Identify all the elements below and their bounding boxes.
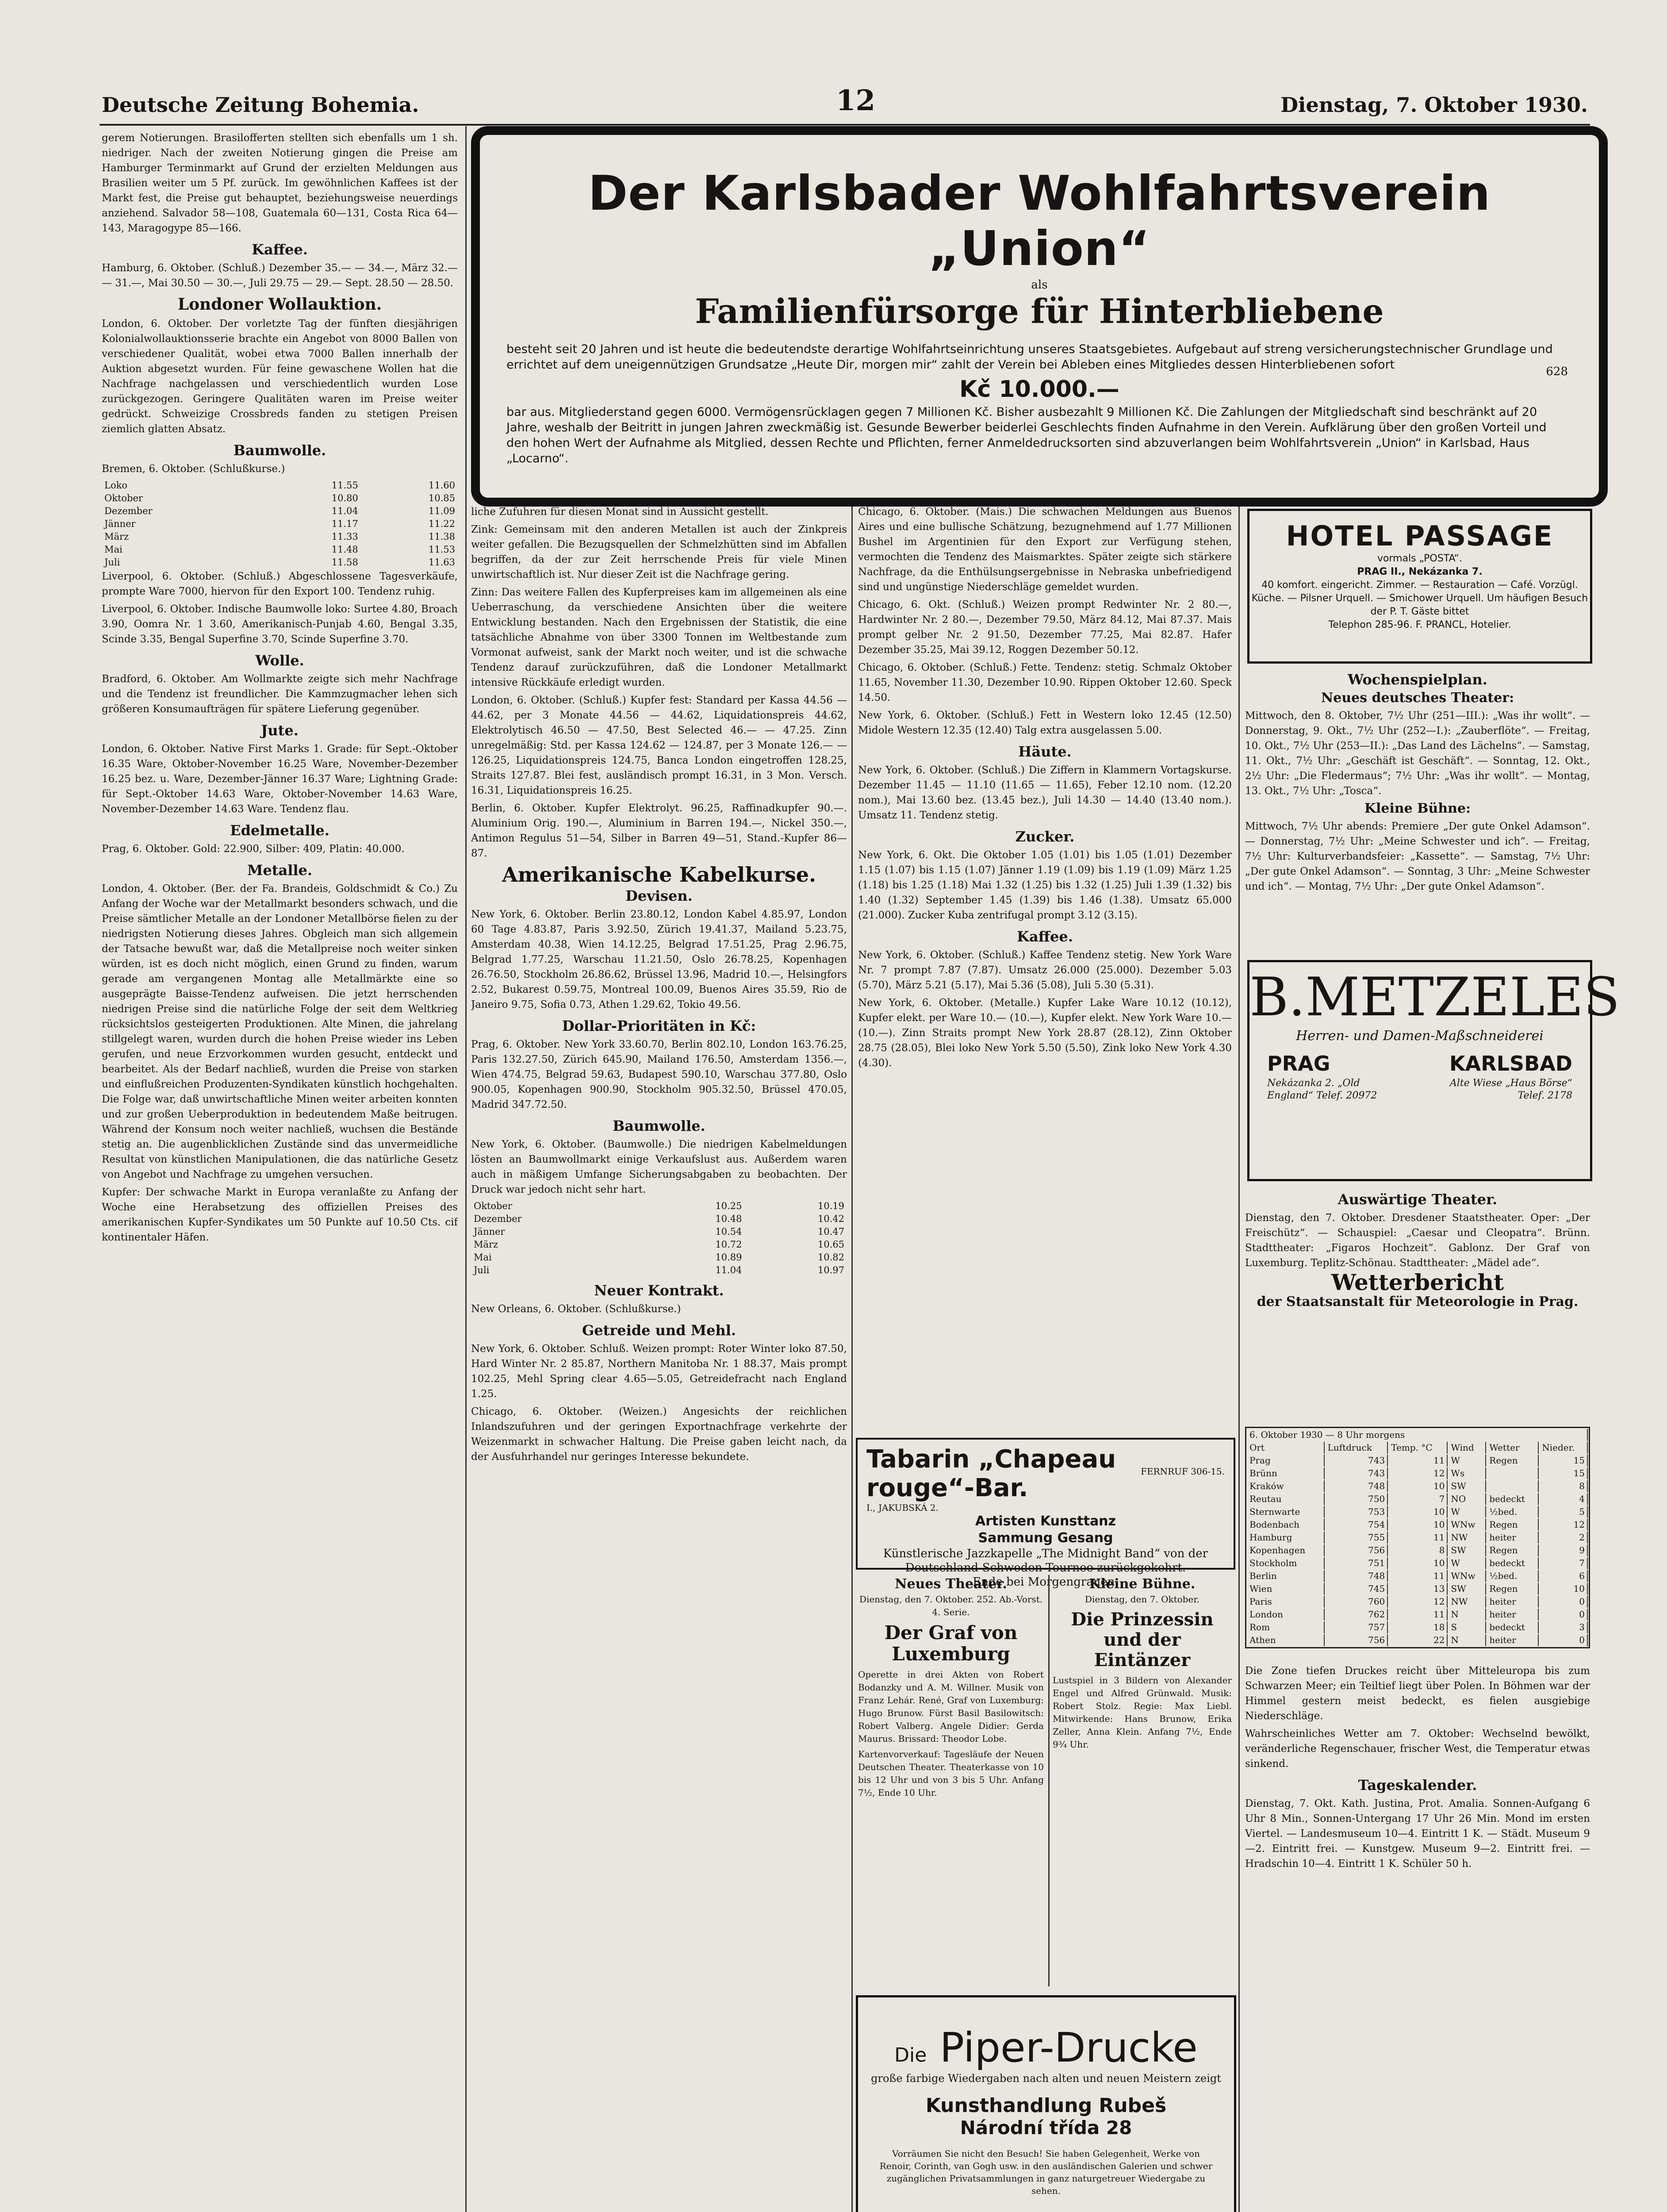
section-heading: Neues Theater. — [895, 1576, 1007, 1592]
article-text: Chicago, 6. Okt. (Schluß.) Weizen prompt Redwinter Nr. 2 80.—, Hardwinter Nr. 2 80.—, Dezember 79.50, März 84.12, Mai 87.37. Mais prompt gelber Nr. 2 91.50, Dezember 77.25, Mai 82.87. Hafer Dezember 35.25, Mai 39.12, Roggen Dezember 50.12. — [858, 599, 1232, 656]
ad-line: PRAG II., Nekázanka 7. — [1357, 566, 1483, 577]
table-row: März 11.33 11.38 — [104, 531, 455, 542]
issue-date: Dienstag, 7. Oktober 1930. — [1280, 93, 1588, 117]
article-text: Kupfer: Der schwache Markt in Europa veranlaßte zu Anfang der Woche eine Herabsetzung des offiziellen Preises des amerikanischen Kupfer-Syndikates um 50 Punkte auf 10.50 Cts. cif kontinentaler Häfen. — [102, 1187, 458, 1243]
ad-phone: FERNRUF 306-15. — [1141, 1466, 1225, 1477]
ad-city: KARLSBAD — [1449, 1052, 1572, 1075]
section-heading: Getreide und Mehl. — [582, 1322, 736, 1339]
table-row: Kopenhagen 756 8 SW Regen 9 — [1247, 1544, 1588, 1556]
article-text: Chicago, 6. Oktober. (Schluß.) Fette. Tendenz: stetig. Schmalz Oktober 11.65, November 11.30, Dezember 10.90. Rippen Oktober 12.60. Speck 14.50. — [858, 662, 1232, 703]
column-4-theater — [1245, 666, 1590, 953]
section-heading: Metalle. — [247, 862, 313, 879]
ad-line: 40 komfort. eingericht. Zimmer. — Restauration — Café. Vorzügl. Küche. — Pilsner Urquell. — Smichower Urquell. Um häufigen Besuch der P. T. Gäste bittet — [1251, 580, 1588, 617]
theater-kleine-buehne — [1053, 1575, 1232, 1991]
table-row: Sternwarte 753 10 W ½bed. 5 — [1247, 1506, 1588, 1518]
column-divider — [851, 500, 853, 2212]
ad-title: Der Karlsbader Wohlfahrtsverein „Union“ — [588, 166, 1491, 276]
section-heading: Kleine Bühne: — [1364, 801, 1471, 816]
table-row: März 10.72 10.65 — [474, 1239, 844, 1250]
table-row: Wien 745 13 SW Regen 10 — [1247, 1583, 1588, 1595]
section-heading: Tageskalender. — [1358, 1777, 1477, 1793]
article-text: New York, 6. Oktober. (Schluß.) Fett in Western loko 12.45 (12.50) Midole Western 12.35 (12.40) Talg extra ausgelassen 5.00. — [858, 710, 1232, 736]
table-row: Loko 11.55 11.60 — [104, 480, 455, 491]
column-divider — [1048, 1575, 1050, 1986]
ad-subtitle: Herren- und Damen-Maßschneiderei — [1296, 1028, 1544, 1044]
ad-line: Künstlerische Jazzkapelle „The Midnight Band“ von der Deutschland-Schweden-Tournee zurückgekehrt. — [883, 1547, 1208, 1575]
weather-table — [1245, 1427, 1590, 1648]
advertisement-hotel-passage — [1247, 509, 1592, 664]
section-heading: Neuer Kontrakt. — [594, 1282, 724, 1299]
ad-line: Artisten Kunsttanz — [975, 1513, 1116, 1529]
article-text: Prag, 6. Oktober. New York 33.60.70, Berlin 802.10, London 163.76.25, Paris 132.27.50, Zürich 645.90, Mailand 176.50, Amsterdam 1356.—, Wien 474.75, Belgrad 59.63, Budapest 590.10, Warschau 377.80, Oslo 900.05, Kopenhagen 900.90, Stockholm 905.32.50, Brüssel 470.05, Madrid 347.72.50. — [471, 1039, 847, 1110]
table-row: Hamburg 755 11 NW heiter 2 — [1247, 1532, 1588, 1544]
column-4-external-theater — [1245, 1186, 1590, 1416]
theater-cast: Lustspiel in 3 Bildern von Alexander Engel und Alfred Grünwald. Musik: Robert Stolz. Regie: Max Liebl. Mitwirkende: Hans Brunow, Erika Zeller, Anna Klein. Anfang 7½, Ende 9¾ Uhr. — [1053, 1675, 1232, 1750]
article-text: Die Zone tiefen Druckes reicht über Mitteleuropa bis zum Schwarzen Meer; ein Teiltief liegt über Polen. In Böhmen war der Himmel gestern meist bedeckt, es fielen ausgiebige Niederschläge. — [1245, 1665, 1590, 1722]
section-heading: Wochenspielplan. — [1348, 671, 1487, 688]
section-heading: Zucker. — [1015, 828, 1075, 845]
article-text: gerem Notierungen. Brasilofferten stellten sich ebenfalls um 1 sh. niedriger. Nach der zweiten Notierung gingen die Preise am Hamburger Terminmarkt auf Grund der erzielten Meldungen aus Brasilien weiter um 5 Pf. zurück. Im gewöhnlichen Kaffees ist der Markt fest, die Preise gut behauptet, beziehungsweise neuerdings anziehend. Salvador 58—108, Guatemala 60—131, Costa Rica 64—143, Maragogype 85—166. — [102, 132, 458, 234]
section-heading: Jute. — [261, 722, 299, 739]
newyork-cotton-table — [471, 1200, 847, 1277]
market-line: Bremen, 6. Oktober. (Schlußkurse.) — [102, 463, 285, 475]
table-row: Prag 743 11 W Regen 15 — [1247, 1455, 1588, 1467]
article-text: London, 6. Oktober. Native First Marks 1. Grade: für Sept.-Oktober 16.35 Ware, Oktober-November 16.25 Ware, November-Dezember 16.25 bez. u. Ware, Dezember-Jänner 16.37 Ware; Lightning Grade: für Sept.-Oktober 14.63 Ware, Oktober-November 14.63 Ware, November-Dezember 14.63 Ware. Tendenz flau. — [102, 743, 458, 815]
ad-title: Tabarin „Chapeau rouge“-Bar. — [866, 1445, 1116, 1502]
theater-cast: Operette in drei Akten von Robert Bodanzky und A. M. Willner. Musik von Franz Lehár. René, Graf von Luxemburg: Hugo Brunow. Fürst Basil Basilowitsch: Robert Valberg. Angele Didier: Gerda Maurus. Brissard: Theodor Lobe. — [858, 1669, 1044, 1744]
section-heading: Devisen. — [625, 887, 693, 904]
theater-neues — [858, 1575, 1044, 1991]
ad-address: I., JAKUBSKÁ 2. — [866, 1502, 939, 1513]
article-text: Hamburg, 6. Oktober. (Schluß.) Dezember 35.— — 34.—, März 32.— — 31.—, Mai 30.50 — 30.—, Juli 29.75 — 29.— Sept. 28.50 — 28.50. — [102, 262, 458, 289]
section-heading: Amerikanische Kabelkurse. — [502, 863, 816, 887]
section-heading: Häute. — [1018, 743, 1072, 760]
ad-body: besteht seit 20 Jahren und ist heute die bedeutendste derartige Wohlfahrtseinrichtung unseres Staatsgebietes. Aufgebaut auf streng versicherungstechnischer Grundlage und errichtet auf dem uneigennützigen Grundsatze „Heute Dir, morgen mir“ zahlt der Verein bei Ableben eines Mitgliedes dessen Hinterbliebenen sofort — [506, 342, 1553, 372]
ad-title: Die Piper-Drucke — [894, 2024, 1198, 2071]
ad-shop-name: Kunsthandlung Rubeš — [925, 2094, 1167, 2117]
section-heading: Dollar-Prioritäten in Kč: — [562, 1018, 756, 1034]
table-row: Reutau 750 7 NO bedeckt 4 — [1247, 1493, 1588, 1505]
section-heading: Auswärtige Theater. — [1337, 1191, 1498, 1208]
article-text: Chicago, 6. Oktober. (Weizen.) Angesichts der reichlichen Inlandszufuhren und der geringen Exportnachfrage verkehrte der Weizenmarkt in schwacher Haltung. Die Preise gaben leicht nach, da der Ausfuhrhandel nur geringes Interesse bekundete. — [471, 1406, 847, 1463]
ad-body-2: bar aus. Mitgliederstand gegen 6000. Vermögensrücklagen gegen 7 Millionen Kč. Bisher ausbezahlt 9 Millionen Kč. Die Zahlungen der Mitgliedschaft sind beschränkt auf 20 Jahre, weshalb der Beitritt in jungen Jahren zweckmäßig ist. Gesunde Bewerber beiderlei Geschlechts finden Aufnahme in den Verein. Aufklärung über den großen Vorteil und den hohen Wert der Aufnahme als Mitglied, dessen Rechte und Pflichten, ferner Anmeldedrucksorten sind abzuverlangen beim Wohlfahrtsverein „Union“ in Karlsbad, Haus „Locarno“. — [506, 405, 1547, 465]
advertisement-metzeles — [1247, 960, 1620, 1181]
ad-title: B.METZELES — [1249, 967, 1620, 1028]
section-heading: Neues deutsches Theater: — [1321, 690, 1514, 706]
table-row: Kraków 748 10 SW 8 — [1247, 1480, 1588, 1492]
table-row: Rom 757 18 S bedeckt 3 — [1247, 1621, 1588, 1633]
ad-address: Alte Wiese „Haus Börse“ Telef. 2178 — [1450, 1078, 1572, 1101]
theater-title: Die Prinzessin und der Eintänzer — [1071, 1609, 1214, 1671]
ad-title: HOTEL PASSAGE — [1286, 520, 1554, 552]
market-line: New Orleans, 6. Oktober. (Schlußkurse.) — [471, 1303, 681, 1315]
section-heading: Londoner Wollauktion. — [177, 295, 382, 314]
ad-connector: als — [1031, 278, 1048, 292]
section-heading: Edelmetalle. — [230, 822, 330, 839]
article-text: Prag, 6. Oktober. Gold: 22.900, Silber: 409, Platin: 40.000. — [102, 843, 405, 855]
article-text: New York, 6. Oktober. (Schluß.) Kaffee Tendenz stetig. New York Ware Nr. 7 prompt 7.87 (7.87). Umsatz 26.000 (25.000). Dezember 5.03 (5.70), März 5.21 (5.17), Mai 5.36 (5.08), Juli 5.30 (5.31). — [858, 949, 1232, 991]
article-text: Wahrscheinliches Wetter am 7. Oktober: Wechselnd bewölkt, veränderliche Regenschauer, frischer West, die Temperatur etwas sinkend. — [1245, 1728, 1590, 1770]
ad-line: Sammung Gesang — [978, 1530, 1113, 1546]
table-row: Mai 10.89 10.82 — [474, 1252, 844, 1263]
article-text: New York, 6. Oktober. Berlin 23.80.12, London Kabel 4.85.97, London 60 Tage 4.83.87, Paris 3.92.50, Zürich 19.41.37, Mailand 5.23.75, Amsterdam 40.38, Wien 14.12.25, Belgrad 17.51.25, Prag 2.96.75, Belgrad 1.77.25, Warschau 11.21.50, Oslo 26.78.25, Kopenhagen 26.76.50, Stockholm 26.86.62, Brüssel 13.96, Madrid 10.—, Helsingfors 2.52, Bukarest 0.59.75, Montreal 100.09, Buenos Aires 35.59, Rio de Janeiro 9.75, Sofia 0.73, Athen 1.29.62, Tokio 49.56. — [471, 909, 847, 1010]
ad-locations — [1267, 1052, 1572, 1075]
table-row: Oktober 10.25 10.19 — [474, 1201, 844, 1211]
article-text: Dienstag, den 7. Oktober. Dresdener Staatstheater. Oper: „Der Freischütz“. — Schauspiel: „Caesar und Cleopatra“. Brünn. Stadttheater: „Figaros Hochzeit“. Gablonz. Der Graf von Luxemburg. Teplitz-Schönau. Stadttheater: „Mädel ade“. — [1245, 1212, 1590, 1269]
article-text: New York, 6. Oktober. (Baumwolle.) Die niedrigen Kabelmeldungen lösten an Baumwollmarkt einige Verkaufslust aus. Außerdem waren auch in mäßigem Umfange Sicherungsabgaben zu beobachten. Der Druck war jedoch nicht sehr hart. — [471, 1139, 847, 1195]
ad-note: Vorräumen Sie nicht den Besuch! Sie haben Gelegenheit, Werke von Renoir, Corinth, van Gogh usw. in den ausländischen Galerien und schwer zugänglichen Privatsammlungen in ganz naturgetreuer Wiedergabe zu sehen. — [879, 2148, 1213, 2196]
ad-shop-address: Národní třída 28 — [960, 2117, 1132, 2139]
ad-subtitle: Familienfürsorge für Hinterbliebene — [695, 292, 1384, 331]
table-row: Dezember 10.48 10.42 — [474, 1214, 844, 1224]
article-text: New York, 6. Okt. Die Oktober 1.05 (1.01) bis 1.05 (1.01) Dezember 1.15 (1.07) bis 1.15 (1.07) Jänner 1.19 (1.09) bis 1.19 (1.09) März 1.25 (1.18) bis 1.25 (1.18) Mai 1.32 (1.25) bis 1.32 (1.25) Juli 1.39 (1.32) bis 1.40 (1.32) September 1.45 (1.39) bis 1.46 (1.38). Umsatz 65.000 (21.000). Zucker Kuba zentrifugal prompt 3.12 (3.15). — [858, 849, 1232, 921]
section-heading: Kaffee. — [1017, 928, 1073, 945]
column-1 — [102, 131, 458, 2212]
page-number: 12 — [836, 84, 876, 117]
article-text: Dienstag, 7. Okt. Kath. Justina, Prot. Amalia. Sonnen-Aufgang 6 Uhr 8 Min., Sonnen-Untergang 17 Uhr 26 Min. Mond im ersten Viertel. — Landesmuseum 10—4. Eintritt 1 K. — Städt. Museum 9—2. Eintritt frei. — Kunstgew. Museum 9—2. Eintritt frei. — Hradschin 10—4. Eintritt 1 K. Schüler 50 h. — [1245, 1798, 1590, 1870]
theater-date: Dienstag, den 7. Oktober. 252. Ab.-Vorst. 4. Serie. — [859, 1594, 1043, 1617]
newspaper-name: Deutsche Zeitung Bohemia. — [102, 93, 419, 117]
section-heading: Baumwolle. — [233, 442, 326, 459]
ad-code: 628 — [1546, 365, 1568, 378]
section-heading: Baumwolle. — [613, 1118, 705, 1134]
article-text: Mittwoch, den 8. Oktober, 7½ Uhr (251—III.): „Was ihr wollt“. — Donnerstag, 9. Okt., 7½ Uhr (252—I.): „Zauberflöte“. — Freitag, 10. Okt., 7½ Uhr (253—II.): „Das Land des Lächelns“. — Samstag, 11. Okt., 7½ Uhr: „Geschäft ist Geschäft“. — Sonntag, 12. Okt., 2½ Uhr: „Die Fledermaus“; 7½ Uhr: „Was ihr wollt“. — Montag, 13. Okt., 7½ Uhr: „Tosca“. — [1245, 710, 1590, 797]
page-header — [102, 84, 1588, 124]
column-4-lower — [1245, 1663, 1590, 2212]
weather-heading: Wetterbericht — [1331, 1269, 1504, 1295]
article-text: Zink: Gemeinsam mit den anderen Metallen ist auch der Zinkpreis weiter gefallen. Die Bezugsquellen der Schmelzhütten sind im Abfallen begriffen, da der zur Zeit herrschende Preis für viele Minen unwirtschaftlich ist. Nur dieser Zeit ist die Nachfrage gering. — [471, 524, 847, 580]
section-heading: Kleine Bühne. — [1089, 1576, 1196, 1592]
table-row: Paris 760 12 NW heiter 0 — [1247, 1596, 1588, 1608]
section-heading: Wolle. — [255, 652, 304, 669]
table-row: Oktober 10.80 10.85 — [104, 493, 455, 503]
ad-subtitle: große farbige Wiedergaben nach alten und neuen Meistern zeigt — [871, 2072, 1221, 2085]
table-row: Ort Luftdruck Temp. °C Wind Wetter Nieder. — [1247, 1442, 1588, 1454]
ad-addresses — [1267, 1077, 1572, 1102]
article-text: Bradford, 6. Oktober. Am Wollmarkte zeigte sich mehr Nachfrage und die Tendenz ist freundlicher. Die Kammzugmacher lehen sich größeren Konsumaufträgen für spätere Lieferung gegenüber. — [102, 673, 458, 715]
article-text: London, 6. Oktober. (Schluß.) Kupfer fest: Standard per Kassa 44.56 — 44.62, per 3 Monate 44.56 — 44.62, Liquidationspreis 44.62, Elektrolytisch 46.50 — 47.50, Best Selected 46.— — 47.25. Zinn unregelmäßig: Std. per Kassa 124.62 — 124.87, per 3 Monate 126.— — 126.25, Liquidationspreis 124.75, Banca London eingetroffen 128.25, Straits 127.87. Blei fest, ausländisch prompt 16.31, in 3 Mon. Versch. 16.31, Liquidationspreis 16.25. — [471, 695, 847, 796]
column-divider — [465, 126, 467, 2212]
table-row: Bodenbach 754 10 WNw Regen 12 — [1247, 1519, 1588, 1531]
advertisement-union — [471, 126, 1608, 507]
bremen-table — [102, 479, 458, 569]
weather-subheading: der Staatsanstalt für Meteorologie in Prag. — [1257, 1294, 1579, 1310]
article-text: Liverpool, 6. Oktober. (Schluß.) Abgeschlossene Tagesverkäufe, prompte Ware 7000, hiervon für den Export 100. Tendenz ruhig. — [102, 571, 458, 597]
ad-line: Ende bei Morgengrauen. — [973, 1575, 1119, 1589]
table-row: Jänner 10.54 10.47 — [474, 1226, 844, 1237]
table-row: 6. Oktober 1930 — 8 Uhr morgens — [1247, 1429, 1588, 1441]
ad-city: PRAG — [1267, 1052, 1330, 1075]
theater-date: Dienstag, den 7. Oktober. — [1085, 1594, 1200, 1605]
article-text: New York, 6. Oktober. Schluß. Weizen prompt: Roter Winter loko 87.50, Hard Winter Nr. 2 85.87, Northern Manitoba Nr. 1 88.37, Mais prompt 102.25, Mehl Spring clear 4.65—5.05, Getreidefracht nach England 1.25. — [471, 1343, 847, 1400]
article-text: Chicago, 6. Oktober. (Mais.) Die schwachen Meldungen aus Buenos Aires und eine bullische Schätzung, bezugnehmend auf 1.77 Millionen Bushel im Argentinien für den Export zur Verfügung stehen, vermochten die Tendenz des Maismarktes. Später zeigte sich stärkere Nachfrage, da die Enthülsungsergebnisse in Nebraska unbefriedigend sind und ungünstige Niederschläge gemeldet wurden. — [858, 506, 1232, 593]
column-3 — [858, 504, 1232, 1433]
table-row: Jänner 11.17 11.22 — [104, 518, 455, 529]
article-text: Mittwoch, 7½ Uhr abends: Premiere „Der gute Onkel Adamson“. — Donnerstag, 7½ Uhr: „Meine Schwester und ich“. — Freitag, 7½ Uhr: Kulturverbandsfeier: „Kassette“. — Samstag, 7½ Uhr: „Der gute Onkel Adamson“. — Sonntag, 3 Uhr: „Meine Schwester und ich“. — Montag, 7½ Uhr: „Der gute Onkel Adamson“. — [1245, 821, 1590, 892]
ad-line: vormals „POSTA“. — [1377, 553, 1463, 564]
header-rule — [100, 124, 1590, 126]
article-text: London, 4. Oktober. (Ber. der Fa. Brandeis, Goldschmidt & Co.) Zu Anfang der Woche war der Metallmarkt besonders schwach, und die Preise sämtlicher Metalle an der Londoner Metallbörse fielen zu der niedrigsten Notierung dieses Jahres. Obgleich man sich allgemein der Tatsache bewußt war, daß die Metallpreise noch weiter sinken würden, ist es doch nicht möglich, einen Grund zu finden, warum gerade am vergangenen Montag alle Metallmärkte eine so ausgeprägte Baisse-Tendenz aufweisen. Die jetzt herrschenden niedrigen Preise sind die natürliche Folge der seit dem Weltkrieg rücksichtslos gesteigerten Produktionen. Alte Minen, die jahrelang stillgelegt waren, wurden durch die hohen Preise wieder ins Leben gerufen, und neue Erzvorkommen wurden gesucht, entdeckt und bearbeitet. Als der Bedarf nachließ, wurden die Preise von starken und einflußreichen Produzenten-Syndikaten künstlich hochgehalten. Die Folge war, daß unwirtschaftliche Minen weiter arbeiten konnten und zur großen Ueberproduktion in bedeutendem Maße beitrugen. Während der Konsum noch weiter nachließ, wuchsen die Bestände stetig an. Die augenblicklichen Zustände sind das unvermeidliche Resultat von künstlichen Manipulationen, die das natürliche Gesetz von Angebot und Nachfrage zu umgehen versuchen. — [102, 883, 458, 1180]
section-heading: Kaffee. — [252, 241, 308, 258]
ad-address: Nekázanka 2. „Old England“ Telef. 20972 — [1267, 1078, 1377, 1101]
table-row: Juli 11.58 11.63 — [104, 557, 455, 568]
advertisement-piper — [856, 1995, 1236, 2212]
table-row: London 762 11 N heiter 0 — [1247, 1609, 1588, 1621]
theater-title: Der Graf von Luxemburg — [884, 1622, 1018, 1665]
table-row: Berlin 748 11 WNw ½bed. 6 — [1247, 1570, 1588, 1582]
ad-amount: Kč 10.000.— — [959, 376, 1119, 403]
article-text: Liverpool, 6. Oktober. Indische Baumwolle loko: Surtee 4.80, Broach 3.90, Oomra Nr. 1 3.60, Amerikanisch-Punjab 4.60, Bengal 3.35, Scinde 3.35, Bengal Superfine 3.70, Scinde Superfine 3.70. — [102, 603, 458, 645]
article-text: Zinn: Das weitere Fallen des Kupferpreises kam im allgemeinen als eine Ueberraschung, da verschiedene Ansichten über die weitere Entwicklung bestanden. Nach den Ergebnissen der Statistik, die eine tatsächliche Abnahme von über 3300 Tonnen im Weltbestande zum Vormonat aufweist, sank der Markt noch weiter, und ist die schwache Tendenz darauf zurückzuführen, daß die Londoner Metallmarkt intensive Rückkäufe erledigt wurden. — [471, 587, 847, 688]
table-row: Brünn 743 12 Ws 15 — [1247, 1467, 1588, 1479]
ad-line: Telephon 285-96. F. PRANCL, Hotelier. — [1328, 619, 1511, 630]
table-row: Mai 11.48 11.53 — [104, 544, 455, 555]
article-text: New York, 6. Oktober. (Schluß.) Die Ziffern in Klammern Vortagskurse. Dezember 11.45 — 11.10 (11.65 — 11.65), Feber 12.10 nom. (12.20 nom.), Mai 13.60 bez. (13.45 bez.), Juli 14.30 — 14.40 (13.40 nom.). Umsatz 11. Tendenz stetig. — [858, 764, 1232, 821]
table-row: Dezember 11.04 11.09 — [104, 506, 455, 516]
theater-info: Kartenvorverkauf: Tagesläufe der Neuen Deutschen Theater. Theaterkasse von 10 bis 12 Uhr und von 3 bis 5 Uhr. Anfang 7½, Ende 10 Uhr. — [858, 1749, 1044, 1798]
column-2 — [471, 504, 847, 2212]
table-row: Juli 11.04 10.97 — [474, 1265, 844, 1275]
column-divider — [1238, 500, 1240, 2212]
table-row: Stockholm 751 10 W bedeckt 7 — [1247, 1557, 1588, 1569]
table-row: Athen 756 22 N heiter 0 — [1247, 1634, 1588, 1646]
article-text: liche Zufuhren für diesen Monat sind in Aussicht gestellt. — [471, 506, 769, 518]
article-text: London, 6. Oktober. Der vorletzte Tag der fünften diesjährigen Kolonialwollauktionsserie brachte ein Angebot von 8000 Ballen von verschiedener Qualität, wobei etwa 7000 Ballen innerhalb der Auktion abgesetzt wurden. Für feine gewaschene Wollen hat die Nachfrage nachgelassen und verschiedentlich wurden Lose zurückgezogen. Geringere Qualitäten waren im Preise weiter gedrückt. Schweizige Crossbreds fanden zu stetigen Preisen ziemlich glatten Absatz. — [102, 318, 458, 435]
article-text: Berlin, 6. Oktober. Kupfer Elektrolyt. 96.25, Raffinadkupfer 90.—. Aluminium Orig. 190.—, Aluminium in Barren 194.—, Nickel 350.—, Antimon Regulus 51—54, Silber in Barren 49—51, Stand.-Kupfer 86—87. — [471, 803, 847, 859]
article-text: New York, 6. Oktober. (Metalle.) Kupfer Lake Ware 10.12 (10.12), Kupfer elekt. per Ware 10.— (10.—), Kupfer elekt. New York Ware 10.— (10.—). Zinn Straits prompt New York 28.87 (28.12), Zinn Oktober 28.75 (28.05), Blei loko New York 5.50 (5.50), Zink loko New York 4.30 (4.30). — [858, 997, 1232, 1069]
